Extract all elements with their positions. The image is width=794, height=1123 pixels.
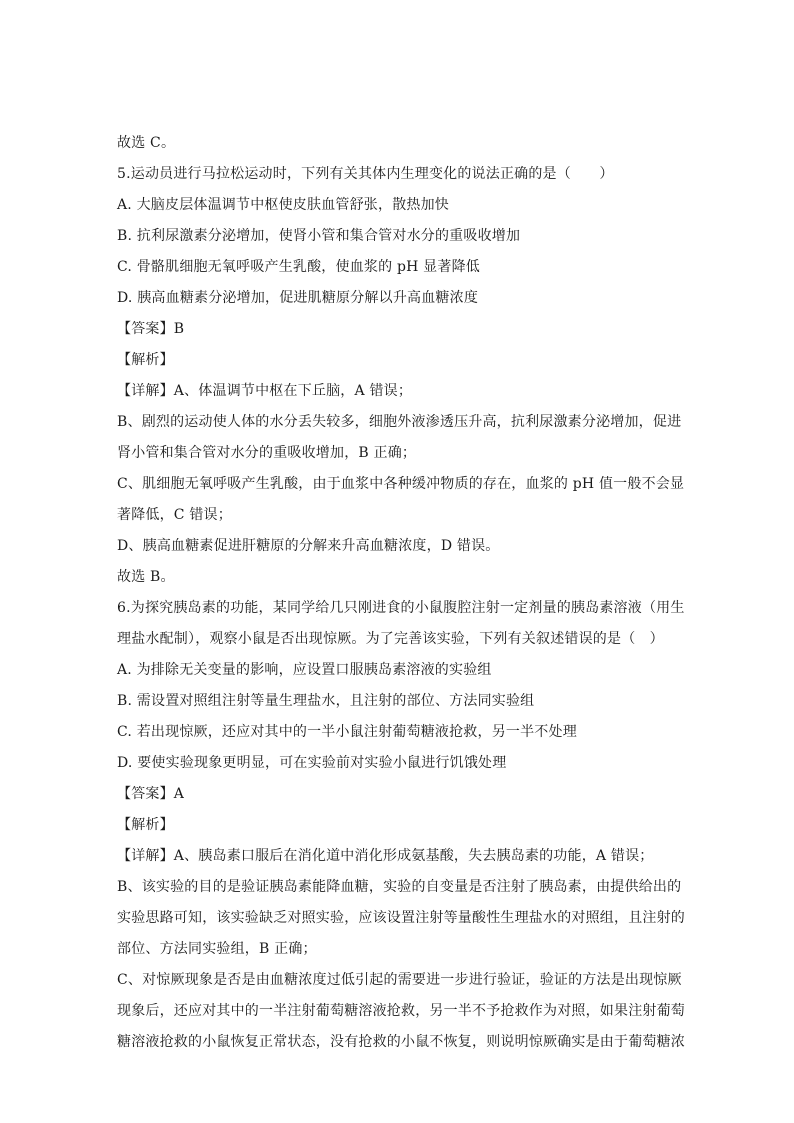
question-6-detail: 现象后，还应对其中的一半注射葡萄糖溶液抢救，另一半不予抢救作为对照，如果注射葡萄	[117, 1003, 685, 1019]
question-6-detail: C、对惊厥现象是否是由血糖浓度过低引起的需要进一步进行验证，验证的方法是出现惊厥	[117, 972, 682, 988]
text-line: 故选 C。	[117, 135, 176, 151]
question-5-detail: 著降低，C 错误；	[117, 507, 232, 523]
question-5-option-a: A. 大脑皮层体温调节中枢使皮肤血管舒张，散热加快	[117, 197, 450, 213]
question-5-option-b: B. 抗利尿激素分泌增加，使肾小管和集合管对水分的重吸收增加	[117, 228, 521, 244]
question-5-answer: 【答案】B	[117, 321, 185, 337]
question-6-stem: 6.为探究胰岛素的功能，某同学给几只刚进食的小鼠腹腔注射一定剂量的胰岛素溶液（用生	[117, 600, 685, 616]
question-5-detail: 【详解】A、体温调节中枢在下丘脑，A 错误；	[117, 383, 413, 399]
question-5-analysis-heading: 【解析】	[117, 352, 174, 368]
question-6-analysis-heading: 【解析】	[117, 817, 174, 833]
question-6-answer: 【答案】A	[117, 786, 185, 802]
question-6-detail: 糖溶液抢救的小鼠恢复正常状态，没有抢救的小鼠不恢复，则说明惊厥确实是由于葡萄糖浓	[117, 1034, 685, 1050]
question-5-option-c: C. 骨骼肌细胞无氧呼吸产生乳酸，使血浆的 pH 显著降低	[117, 259, 480, 275]
question-5-option-d: D. 胰高血糖素分泌增加，促进肌糖原分解以升高血糖浓度	[117, 290, 479, 306]
document-body	[117, 128, 685, 1058]
question-5-detail: C、肌细胞无氧呼吸产生乳酸，由于血浆中各种缓冲物质的存在，血浆的 pH 值一般不会显	[117, 476, 685, 492]
question-6-stem: 理盐水配制），观察小鼠是否出现惊厥。为了完善该实验，下列有关叙述错误的是（ ）	[117, 631, 664, 647]
question-5-detail: 肾小管和集合管对水分的重吸收增加，B 正确；	[117, 445, 417, 461]
question-5-detail: B、剧烈的运动使人体的水分丢失较多，细胞外液渗透压升高，抗利尿激素分泌增加，促进	[117, 414, 682, 430]
question-5-detail: D、胰高血糖素促进肝糖原的分解来升高血糖浓度，D 错误。	[117, 538, 500, 554]
question-6-detail: 实验思路可知，该实验缺乏对照实验，应该设置注射等量酸性生理盐水的对照组，且注射的	[117, 910, 685, 926]
question-6-detail: B、该实验的目的是验证胰岛素能降血糖，实验的自变量是否注射了胰岛素，由提供给出的	[117, 879, 682, 895]
question-5-stem: 5.运动员进行马拉松运动时，下列有关其体内生理变化的说法正确的是（ ）	[117, 166, 614, 182]
question-6-option-b: B. 需设置对照组注射等量生理盐水，且注射的部位、方法同实验组	[117, 693, 535, 709]
question-6-detail: 【详解】A、胰岛素口服后在消化道中消化形成氨基酸，失去胰岛素的功能，A 错误；	[117, 848, 654, 864]
question-6-option-c: C. 若出现惊厥，还应对其中的一半小鼠注射葡萄糖液抢救，另一半不处理	[117, 724, 577, 740]
question-6-option-a: A. 为排除无关变量的影响，应设置口服胰岛素溶液的实验组	[117, 662, 492, 678]
question-6-option-d: D. 要使实验现象更明显，可在实验前对实验小鼠进行饥饿处理	[117, 755, 507, 771]
question-5-conclusion: 故选 B。	[117, 569, 175, 585]
question-6-detail: 部位、方法同实验组，B 正确；	[117, 941, 317, 957]
